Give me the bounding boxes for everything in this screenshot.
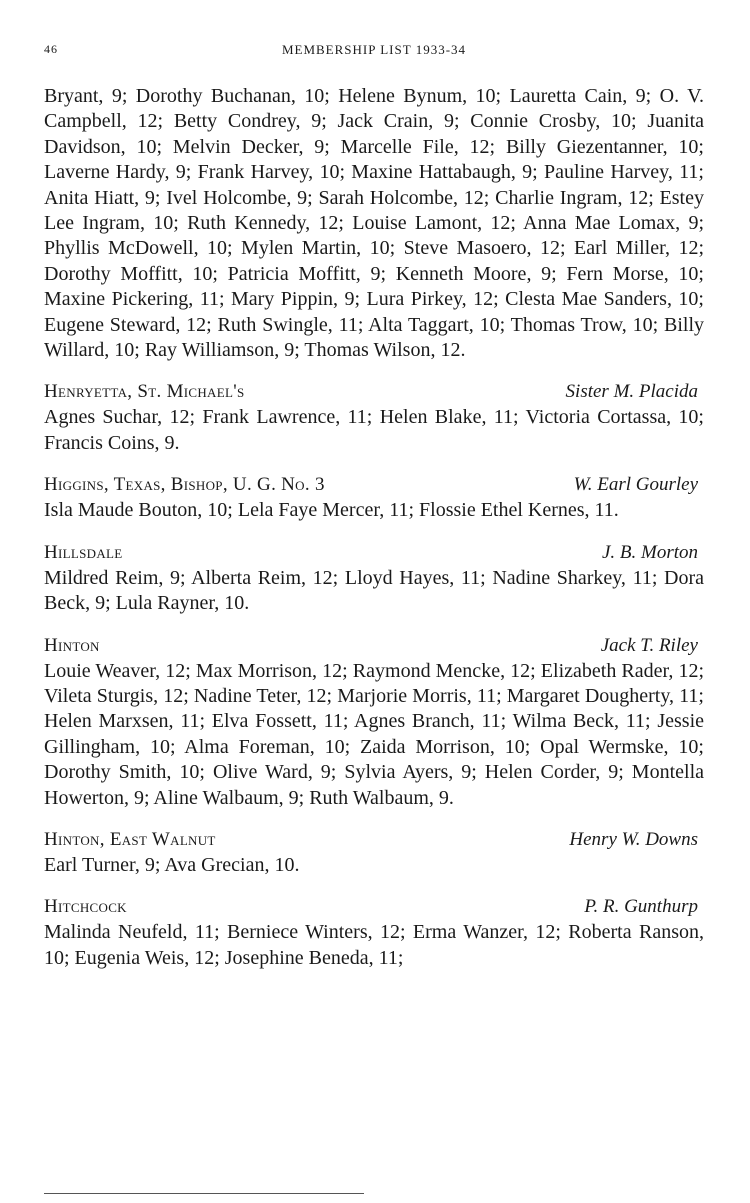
school-entry bbox=[44, 894, 704, 971]
member-list: Louie Weaver, 12; Max Morrison, 12; Raymond Mencke, 12; Elizabeth Rader, 12; Vileta Sturgis, 12; Nadine Teter, 12; Marjorie Morris, 11; Margaret Dougherty, 11; Helen Marxsen, 11; Elva Fossett, 11; Agnes Branch, 11; Wilma Beck, 11; Jessie Gillingham, 10; Alma Foreman, 10; Zaida Morrison, 10; Opal Wermske, 10; Dorothy Smith, 10; Olive Ward, 9; Sylvia Ayers, 9; Helen Corder, 9; Montella Howerton, 9; Aline Walbaum, 9; Ruth Walbaum, 9. bbox=[44, 659, 704, 809]
page-number: 46 bbox=[44, 42, 58, 56]
member-list: Malinda Neufeld, 11; Berniece Winters, 12; Erma Wanzer, 12; Roberta Ranson, 10; Eugenia Weis, 12; Josephine Beneda, 11; bbox=[44, 921, 704, 969]
entry-heading bbox=[44, 827, 704, 853]
sponsor-name: J. B. Morton bbox=[601, 541, 698, 563]
member-list: Agnes Suchar, 12; Frank Lawrence, 11; Helen Blake, 11; Victoria Cortassa, 10; Francis Coins, 9. bbox=[44, 406, 704, 454]
school-entry bbox=[44, 379, 704, 456]
school-entry bbox=[44, 540, 704, 617]
member-list: Earl Turner, 9; Ava Grecian, 10. bbox=[44, 853, 300, 876]
sponsor-name: Sister M. Placida bbox=[565, 381, 698, 403]
entry-heading bbox=[44, 540, 704, 566]
school-entry bbox=[44, 472, 704, 523]
entry-heading bbox=[44, 472, 704, 498]
school-name: Hinton bbox=[44, 634, 100, 656]
running-title: MEMBERSHIP LIST 1933-34 bbox=[281, 42, 467, 57]
school-entry bbox=[44, 633, 704, 811]
entry-heading bbox=[44, 894, 704, 920]
running-header bbox=[44, 38, 704, 62]
page-bottom-rule bbox=[44, 1193, 364, 1194]
sponsor-name: Jack T. Riley bbox=[600, 634, 698, 656]
member-list: Isla Maude Bouton, 10; Lela Faye Mercer, 11; Flossie Ethel Kernes, 11. bbox=[44, 499, 619, 522]
school-name: Henryetta, St. Michael's bbox=[44, 381, 245, 403]
sponsor-name: P. R. Gunthurp bbox=[584, 896, 698, 918]
school-entry bbox=[44, 827, 704, 878]
sponsor-name: Henry W. Downs bbox=[569, 828, 698, 850]
school-name: Hinton, East Walnut bbox=[44, 828, 216, 850]
sponsor-name: W. Earl Gourley bbox=[573, 474, 698, 496]
school-name: Hillsdale bbox=[44, 541, 123, 563]
member-list: Mildred Reim, 9; Alberta Reim, 12; Lloyd Hayes, 11; Nadine Sharkey, 11; Dora Beck, 9; Lula Rayner, 10. bbox=[44, 566, 704, 615]
document-page bbox=[44, 38, 704, 971]
continued-member-list: Bryant, 9; Dorothy Buchanan, 10; Helene Bynum, 10; Lauretta Cain, 9; O. V. Campbell, 12; Betty Condrey, 9; Jack Crain, 9; Connie Crosby, 10; Juanita Davidson, 10; Melvin Decker, 9; Marcelle File, 12; Billy Giezentanner, 10; Laverne Hardy, 9; Frank Harvey, 10; Maxine Hattabaugh, 9; Pauline Harvey, 11; Anita Hiatt, 9; Ivel Holcombe, 9; Sarah Holcombe, 12; Charlie Ingram, 12; Estey Lee Ingram, 10; Ruth Kennedy, 12; Louise Lamont, 12; Anna Mae Lomax, 9; Phyllis McDowell, 10; Mylen Martin, 10; Steve Masoero, 12; Earl Miller, 12; Dorothy Moffitt, 10; Patricia Moffitt, 9; Kenneth Moore, 9; Fern Morse, 10; Maxine Pickering, 11; Mary Pippin, 9; Lura Pirkey, 12; Clesta Mae Sanders, 10; Eugene Steward, 12; Ruth Swingle, 11; Alta Taggart, 10; Thomas Trow, 10; Billy Willard, 10; Ray Williamson, 9; Thomas Wilson, 12. bbox=[44, 85, 704, 362]
school-name: Hitchcock bbox=[44, 896, 127, 918]
school-name: Higgins, Texas, Bishop, U. G. No. 3 bbox=[44, 474, 325, 496]
entry-heading bbox=[44, 379, 704, 405]
entry-heading bbox=[44, 633, 704, 659]
